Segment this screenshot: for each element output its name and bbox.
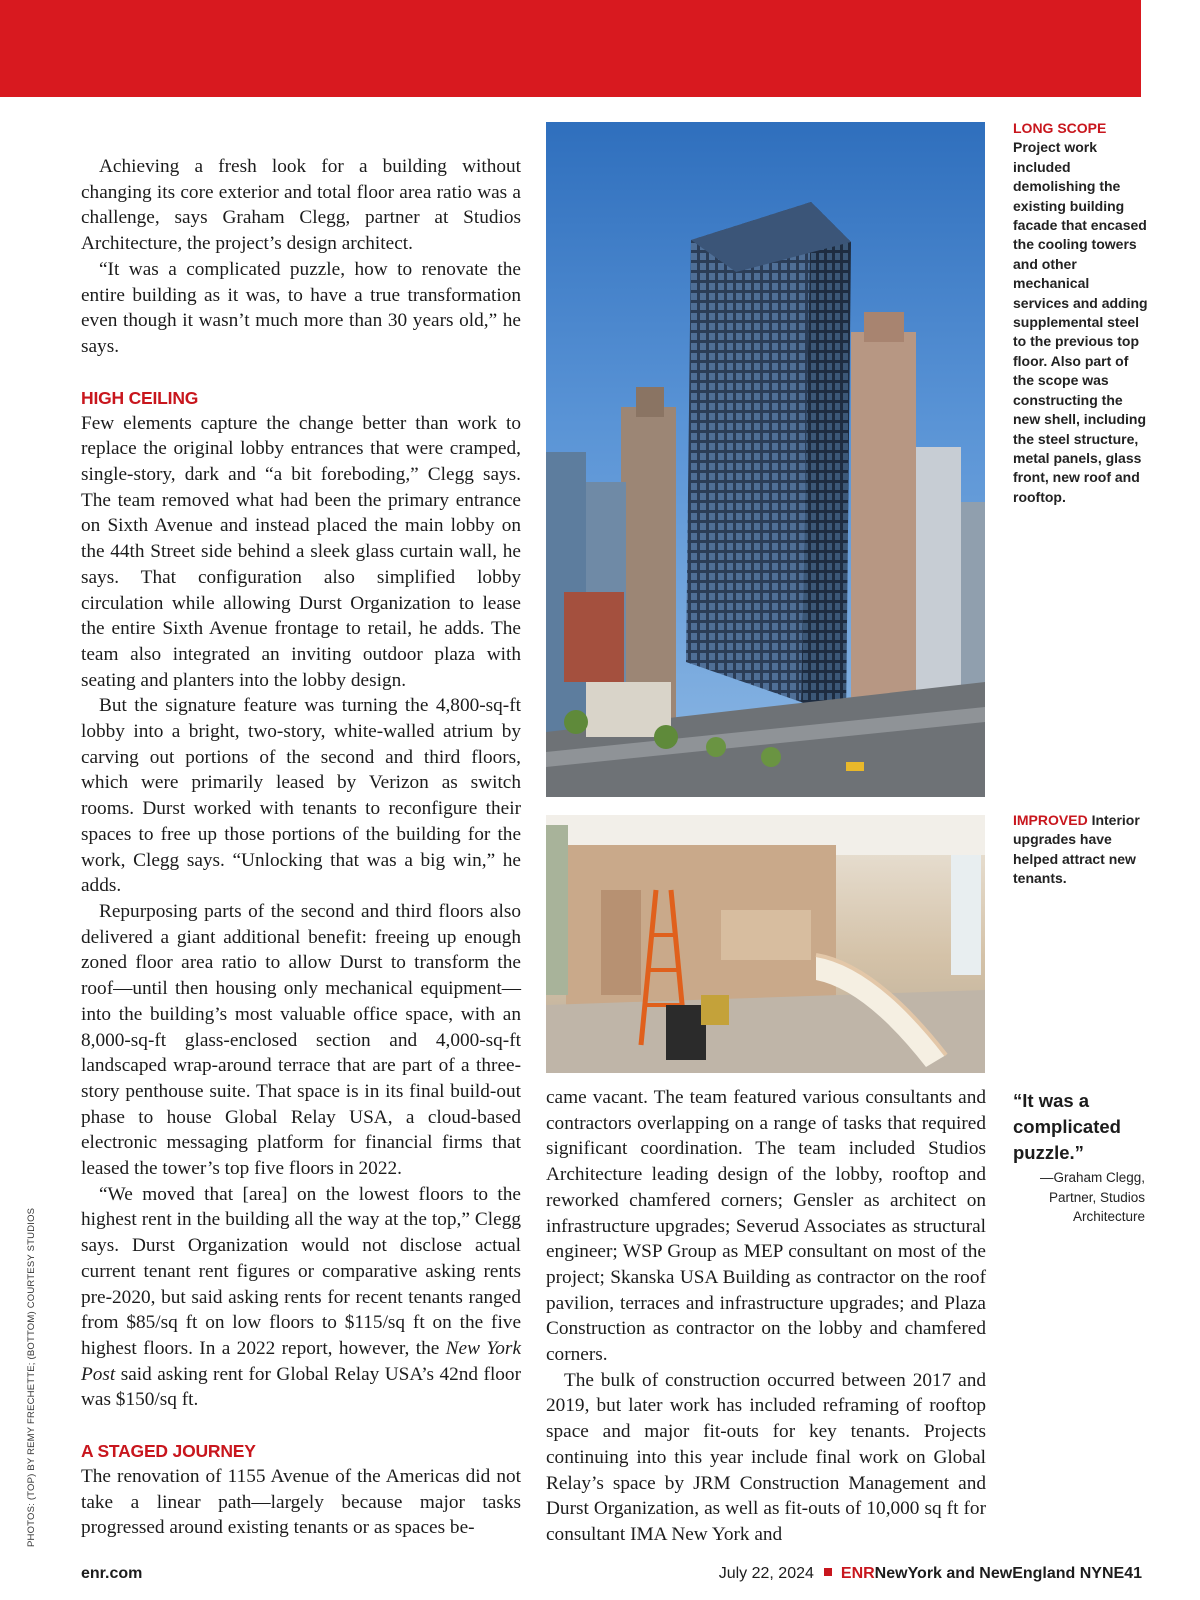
- pull-quote-text: “It was a complicated puzzle.”: [1013, 1090, 1121, 1163]
- building-illustration: [546, 122, 985, 797]
- article-column-left: [81, 154, 521, 1541]
- footer-folio: [719, 1565, 1142, 1583]
- article-paragraph: The bulk of construction occurred between 2017 and 2019, but later work has included reframing of rooftop space and major fit-outs for key tenants. Projects continuing into this year include final work on Global Relay’s space by JRM Construction Management and Durst Organization, as well as fit-outs of 10,000 sq ft for consultant IMA New York and: [546, 1369, 986, 1545]
- photo-caption-top: [1013, 119, 1148, 507]
- pull-quote: [1013, 1088, 1145, 1227]
- footer-date: July 22, 2024: [718, 1565, 814, 1582]
- footer-publication: NewYork and NewEngland: [874, 1565, 1076, 1582]
- footer-separator-square: [824, 1568, 832, 1576]
- photo-credit: PHOTOS: (TOP) BY REMY FRECHETTE; (BOTTOM) COURTESY STUDIOS: [26, 1207, 37, 1547]
- caption-kicker: IMPROVED: [1013, 812, 1088, 828]
- article-paragraph: Few elements capture the change better than work to replace the original lobby entrances that were cramped, single-story, dark and “a bit foreboding,” Clegg says. The team removed what had been the primary entrance on Sixth Avenue and instead placed the main lobby on the 44th Street side behind a sleek glass curtain wall, he says. That configuration also simplified lobby circulation while allowing Durst Organization to lease the entire Sixth Avenue frontage to retail, he adds. The team also integrated an inviting outdoor plaza with seating and planters into the lobby design.: [81, 412, 521, 691]
- article-paragraph: The renovation of 1155 Avenue of the Americas did not take a linear path—largely because major tasks progressed around existing tenants or as spaces be-: [81, 1466, 521, 1539]
- section-heading-staged-journey: A STAGED JOURNEY: [81, 1441, 256, 1462]
- attribution-name: —Graham Clegg,: [1039, 1170, 1145, 1185]
- article-paragraph: Repurposing parts of the second and third floors also delivered a giant additional benefit: freeing up enough zoned floor area ratio to allow Durst to transform the roof—until then housing only mechanical equipment—into the building’s most valuable office space, with an 8,000-sq-ft glass-enclosed section and 4,000-sq-ft landscaped wrap-around terrace that are part of a three-story penthouse suite. That space is in its final build-out phase to house Global Relay USA, a cloud-based electronic messaging platform for financial firms that leased the tower’s top five floors in 2022.: [81, 900, 521, 1180]
- pull-quote-attribution: [1013, 1168, 1145, 1227]
- header-color-band: [0, 0, 1141, 97]
- photo-caption-bottom: [1013, 811, 1148, 889]
- paragraph-text: said asking rent for Global Relay USA’s 42nd floor was $150/sq ft.: [81, 1363, 521, 1411]
- article-column-middle: [546, 1085, 986, 1548]
- article-paragraph: [81, 1182, 521, 1413]
- paragraph-text: “We moved that [area] on the lowest floors to the highest rent in the building all the way at the top,” Clegg says. Durst Organization would not disclose actual current tenant rent figures or comparative asking rents pre-2020, but said asking rents for recent tenants ranged from $85/sq ft on low floors to $115/sq ft on the five highest floors. In a 2022 report, however, the: [81, 1183, 521, 1359]
- attribution-title: Partner, Studios Architecture: [1048, 1189, 1145, 1224]
- article-paragraph: came vacant. The team featured various consultants and contractors overlapping on a range of tasks that required significant coordination. The team included Studios Architecture leading design of the lobby, rooftop and reworked chamfered corners; Gensler as architect on infrastructure upgrades; Severud Associates as structural engineer; WSP Group as MEP consultant on most of the project; Skanska USA Building as contractor on the roof pavilion, terraces and infrastructure upgrades; and Plaza Construction as contractor on the lobby and chamfered corners.: [546, 1087, 986, 1366]
- publication-name: New York Post: [81, 1337, 521, 1385]
- article-paragraph: “It was a complicated puzzle, how to renovate the entire building as it was, to have a true transformation even though it wasn’t much more than 30 years old,” he says.: [81, 258, 521, 357]
- caption-text: Project work included demolishing the existing building facade that encased the cooling towers and other mechanical services and adding supplemental steel to the previous top floor. Also part of the scope was constructing the new shell, including the steel structure, metal panels, glass front, new roof and rooftop.: [1013, 139, 1148, 505]
- footer-page-number: NYNE41: [1079, 1565, 1142, 1582]
- article-paragraph: Achieving a fresh look for a building without changing its core exterior and total floor area ratio was a challenge, says Graham Clegg, partner at Studios Architecture, the project’s design architect.: [81, 156, 521, 255]
- section-heading-high-ceiling: HIGH CEILING: [81, 387, 199, 408]
- building-exterior-photo: [546, 122, 985, 797]
- lobby-interior-photo: [546, 815, 985, 1073]
- lobby-illustration: [546, 815, 985, 1073]
- article-paragraph: But the signature feature was turning the 4,800-sq-ft lobby into a bright, two-story, white-walled atrium by carving out portions of the second and third floors, which were primarily leased by Verizon as switch rooms. Durst worked with tenants to reconfigure their spaces to free up those portions of the building for the work, Clegg says. “Unlocking that was a big win,” he adds.: [81, 695, 521, 897]
- caption-kicker: LONG SCOPE: [1013, 120, 1107, 136]
- caption-text: Interior upgrades have helped attract new tenants.: [1013, 812, 1140, 887]
- footer-site: enr.com: [81, 1565, 143, 1582]
- footer-brand: ENR: [840, 1565, 875, 1582]
